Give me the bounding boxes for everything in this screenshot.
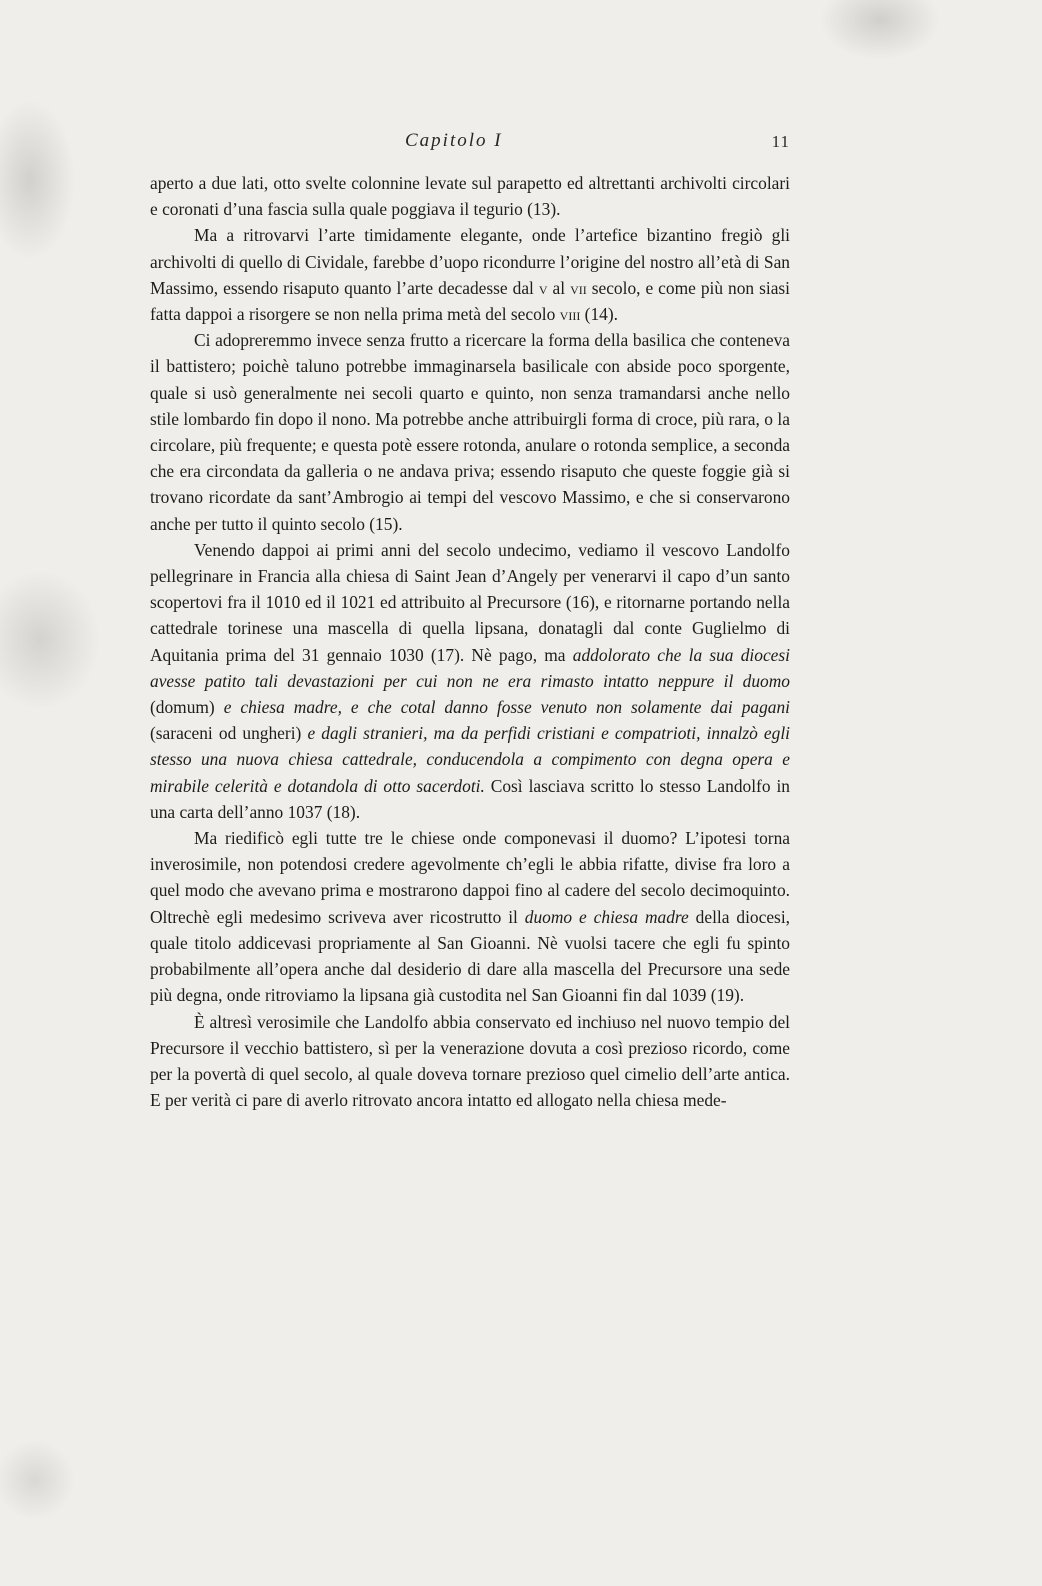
- page-number: 11: [771, 132, 790, 151]
- paragraph-1: aperto a due lati, otto svelte colonnine levate sul parapetto ed altrettanti archivolti circolari e coronati d’una fascia sulla quale poggiava il tegurio (13).: [150, 173, 790, 220]
- body-text: [150, 170, 790, 1113]
- chapter-title: Capitolo I: [405, 130, 503, 151]
- paragraph-2: Ma a ritrovarvi l’arte timidamente elegante, onde l’artefice bizantino fregiò gli archivolti di quello di Cividale, farebbe d’uopo ricondurre l’origine del nostro all’età di San Massimo, essendo risaputo quanto l’arte decadesse dal v al vii secolo, e come più non siasi fatta dappoi a risorgere se non nella prima metà del secolo viii (14).: [150, 225, 791, 325]
- paragraph-6: È altresì verosimile che Landolfo abbia conservato ed inchiuso nel nuovo tempio del Precursore il vecchio battistero, sì per la venerazione dovuta a così prezioso ricordo, come per la povertà di quel secolo, al quale doveva tornare prezioso quel cimelio dell’arte antica. E per verità ci pare di averlo ritrovato ancora intatto ed allogato nella chiesa mede-: [150, 1011, 790, 1111]
- running-head: [150, 130, 790, 160]
- paragraph-4: Venendo dappoi ai primi anni del secolo undecimo, vediamo il vescovo Landolfo pellegrinare in Francia alla chiesa di Saint Jean d’Angely per venerarvi il capo d’un santo scopertovi fra il 1010 ed il 1021 ed attribuito al Precursore (16), e ritornarne portando nella cattedrale torinese una mascella di quella lipsana, donatagli dal conte Guglielmo di Aquitania prima del 31 gennaio 1030 (17). Nè pago, ma addolorato che la sua diocesi avesse patito tali devastazioni per cui non ne era rimasto intatto neppure il duomo (domum) e chiesa madre, e che cotal danno fosse venuto non solamente dai pagani (saraceni od ungheri) e dagli stranieri, ma da perfidi cristiani e compatrioti, innalzò egli stesso una nuova chiesa cattedrale, conducendola a compimento con degna opera e mirabile celerità e dotandola di otto sacerdoti. Così lasciava scritto lo stesso Landolfo in una carta dell’anno 1037 (18).: [150, 539, 790, 822]
- paragraph-3: Ci adopreremmo invece senza frutto a ricercare la forma della basilica che conteneva il battistero; poichè taluno potrebbe immaginarsela basilicale con abside poco sporgente, quale si usò generalmente nei secoli quarto e quinto, non senza tramandarsi anche nello stile lombardo fin dopo il nono. Ma potrebbe anche attribuirgli forma di croce, più rara, o la circolare, più frequente; e questa potè essere rotonda, anulare o rotonda semplice, a seconda che era circondata da galleria o ne andava priva; essendo risaputo che queste foggie già si trovano ricordate da sant’Ambrogio ai tempi del vescovo Massimo, e che si conservarono anche per tutto il quinto secolo (15).: [150, 330, 790, 534]
- paragraph-5: Ma riedificò egli tutte tre le chiese onde componevasi il duomo? L’ipotesi torna inverosimile, non potendosi credere agevolmente ch’egli le abbia rifatte, divise fra loro a quel modo che avevano prima e mostrarono dappoi fino al cadere del secolo decimoquinto. Oltrechè egli medesimo scriveva aver ricostrutto il duomo e chiesa madre della diocesi, quale titolo addicevasi propriamente al San Gioanni. Nè vuolsi tacere che egli fu spinto probabilmente all’opera anche dal desiderio di dare alla mascella del Precursore una sede più degna, onde ritroviamo la lipsana già custodita nel San Gioanni fin dal 1039 (19).: [150, 828, 790, 1006]
